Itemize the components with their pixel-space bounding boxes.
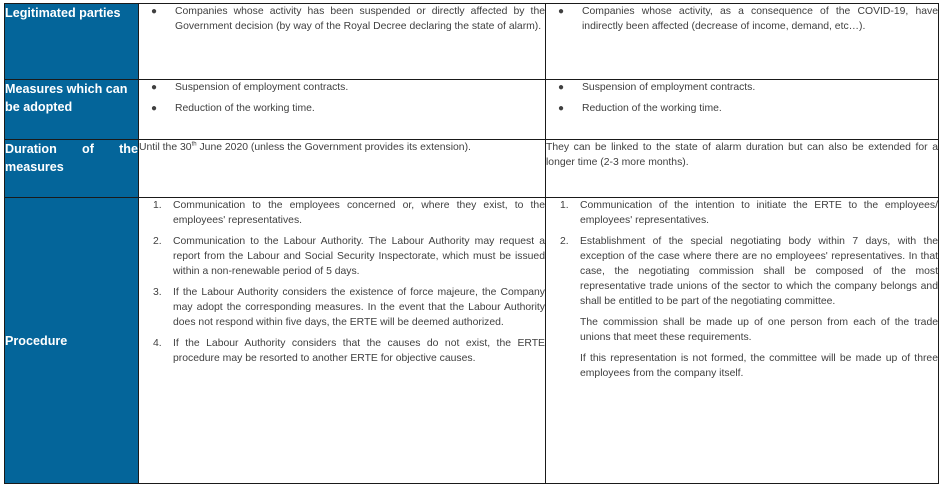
numbered-step: 2. Establishment of the special negotiating body within 7 days, with the exception of the case where there are no employees' representatives. In that case, the negotiating commission shall be composed of the most representative trade unions of the sector to which the company belongs and shall be entitled to be part of the negotiating committee. bbox=[560, 236, 938, 307]
bullet-item: ● Companies whose activity, as a consequence of the COVID-19, have indirectly been affected (decrease of income, demand, etc…). bbox=[546, 4, 938, 34]
bullet-icon: ● bbox=[151, 6, 158, 17]
objective-causes-duration: They can be linked to the state of alarm duration but can also be extended for a longer time (2-3 more months). bbox=[546, 140, 939, 198]
row-measures bbox=[5, 80, 939, 140]
force-majeure-legitimated-parties bbox=[139, 4, 546, 80]
bullet-item: ● Reduction of the working time. bbox=[546, 101, 938, 116]
bullet-icon: ● bbox=[558, 103, 565, 114]
numbered-step: 1. Communication of the intention to initiate the ERTE to the employees/ employees' representatives. bbox=[560, 200, 938, 226]
row-legitimated-parties bbox=[5, 4, 939, 80]
row-header-procedure: Procedure bbox=[5, 198, 139, 484]
objective-causes-legitimated-parties bbox=[546, 4, 939, 80]
row-duration bbox=[5, 140, 939, 198]
bullet-icon: ● bbox=[558, 6, 565, 17]
procedure-paragraph: If this representation is not formed, the committee will be made up of three employees from the company itself. bbox=[580, 353, 938, 379]
force-majeure-measures bbox=[139, 80, 546, 140]
bullet-item: ● Reduction of the working time. bbox=[139, 101, 545, 116]
erte-comparison-table bbox=[4, 3, 939, 484]
objective-causes-measures bbox=[546, 80, 939, 140]
objective-causes-procedure bbox=[546, 198, 939, 484]
numbered-step: 1. Communication to the employees concerned or, where they exist, to the employees' representatives. bbox=[153, 200, 545, 226]
numbered-step: 4. If the Labour Authority considers that the causes do not exist, the ERTE procedure may be resorted to another ERTE for objective causes. bbox=[153, 338, 545, 364]
row-header-duration: Duration of the measures bbox=[5, 140, 139, 198]
row-procedure bbox=[5, 198, 939, 484]
bullet-item: ● Suspension of employment contracts. bbox=[139, 80, 545, 95]
bullet-item: ● Companies whose activity has been suspended or directly affected by the Government decision (by way of the Royal Decree declaring the state of alarm). bbox=[139, 4, 545, 34]
row-header-legitimated-parties: Legitimated parties bbox=[5, 4, 139, 80]
force-majeure-duration: Until the 30th June 2020 (unless the Government provides its extension). bbox=[139, 140, 546, 198]
force-majeure-procedure bbox=[139, 198, 546, 484]
bullet-icon: ● bbox=[151, 82, 158, 93]
bullet-icon: ● bbox=[151, 103, 158, 114]
row-header-measures: Measures which can be adopted bbox=[5, 80, 139, 140]
numbered-step: 2. Communication to the Labour Authority. The Labour Authority may request a report from the Labour and Social Security Inspectorate, which must be issued within a non-renewable period of 5 days. bbox=[153, 236, 545, 277]
bullet-icon: ● bbox=[558, 82, 565, 93]
bullet-item: ● Suspension of employment contracts. bbox=[546, 80, 938, 95]
procedure-paragraph: The commission shall be made up of one person from each of the trade unions that meet these requirements. bbox=[580, 317, 938, 343]
numbered-step: 3. If the Labour Authority considers the existence of force majeure, the Company may adopt the corresponding measures. In the event that the Labour Authority does not respond within five days, the ERTE will be deemed authorized. bbox=[153, 287, 545, 328]
